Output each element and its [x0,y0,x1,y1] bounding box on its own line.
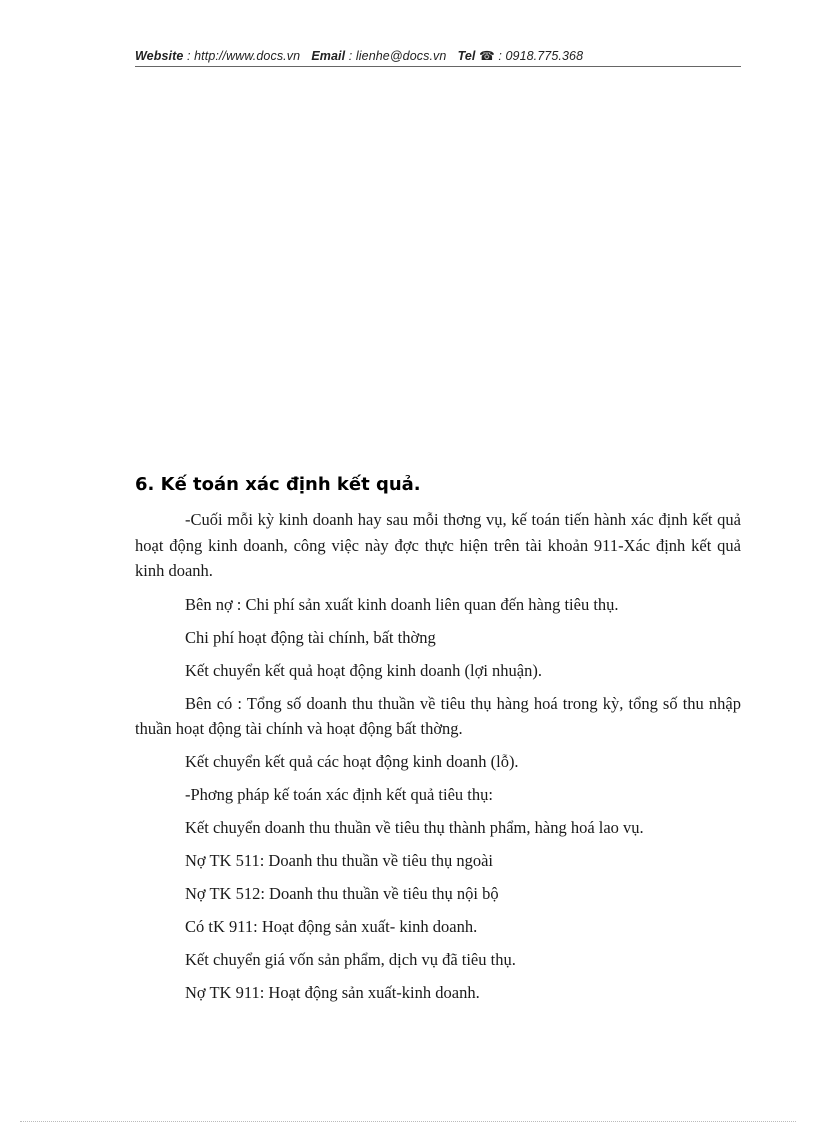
section-heading: 6. Kế toán xác định kết quả. [135,474,421,495]
email-address[interactable]: : lienhe@docs.vn [348,49,447,63]
paragraph: Chi phí hoạt động tài chính, bất thờng [185,627,436,647]
website-label: Website [135,49,184,63]
page-header [135,48,741,63]
document-body [135,470,741,1013]
phone-icon: ☎ [479,49,495,63]
header-divider [135,66,741,67]
page-bottom-divider [20,1121,796,1122]
tel-label: Tel [457,49,476,63]
paragraph: Kết chuyển doanh thu thuần về tiêu thụ thành phẩm, hàng hoá lao vụ. [185,818,644,837]
paragraph-credit-side: Bên có : Tổng số doanh thu thuần về tiêu thụ hàng hoá trong kỳ, tổng số thu nhập thuần hoạt động tài chính và hoạt động bất thờng. [135,693,741,738]
paragraph-intro: -Cuối mỗi kỳ kinh doanh hay sau mỗi thơng vụ, kế toán tiến hành xác định kết quả hoạt động kinh doanh, công việc này đợc thực hiện trên tài khoản 911-Xác định kết quả kinh doanh. [135,510,741,580]
paragraph-entry: Có tK 911: Hoạt động sản xuất- kinh doanh. [185,917,478,936]
paragraph-entry: Nợ TK 512: Doanh thu thuần về tiêu thụ nội bộ [185,884,499,903]
paragraph-entry: Nợ TK 511: Doanh thu thuần về tiêu thụ ngoài [185,851,493,870]
paragraph: Kết chuyển kết quả hoạt động kinh doanh (lợi nhuận). [185,660,542,680]
paragraph: Kết chuyển giá vốn sản phẩm, dịch vụ đã tiêu thụ. [185,950,516,969]
tel-number: : 0918.775.368 [498,49,584,63]
website-url[interactable]: : http://www.docs.vn [186,49,301,63]
paragraph-debit-side: Bên nợ : Chi phí sản xuất kinh doanh liên quan đến hàng tiêu thụ. [185,594,619,614]
email-label: Email [311,49,346,63]
paragraph: Kết chuyển kết quả các hoạt động kinh doanh (lỗ). [185,752,519,771]
paragraph-entry: Nợ TK 911: Hoạt động sản xuất-kinh doanh. [185,983,480,1002]
paragraph-method: -Phơng pháp kế toán xác định kết quả tiêu thụ: [185,785,493,804]
